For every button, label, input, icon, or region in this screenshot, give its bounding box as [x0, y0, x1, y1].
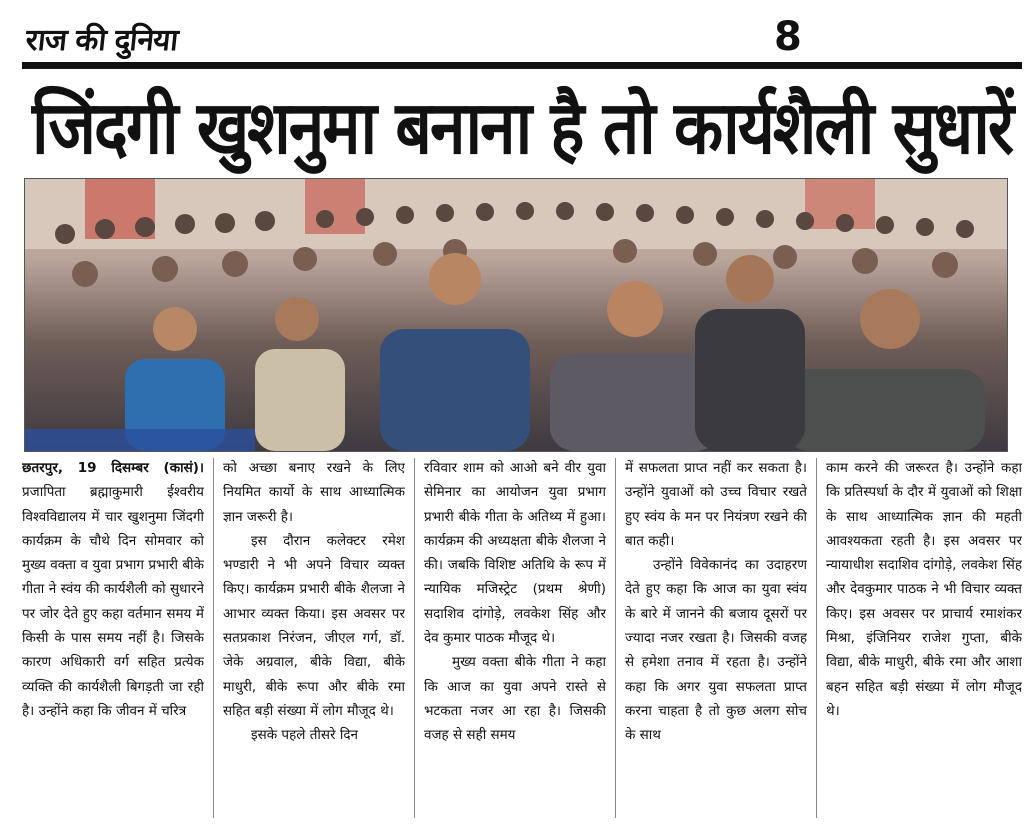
column-4-para-2: उन्होंने विवेकानंद का उदाहरण देते हुए कहा कि आज का युवा स्वंय के बारे में जानने की बजाय दूसरों पर ज्यादा नजर रखता है। जिसकी वजह से हमेशा तनाव में रहता है। उन्होंने कहा कि अगर युवा सफलता प्राप्त करना चाहता है तो कुछ अलग सोच के साथ [625, 557, 807, 744]
column-divider [615, 458, 616, 818]
dateline: छतरपुर, 19 दिसम्बर (कासं)। [22, 460, 204, 476]
article-column-4 [625, 456, 807, 830]
column-2-para-3: इसके पहले तीसरे दिन [251, 727, 358, 744]
article-body [22, 456, 1022, 830]
article-column-3 [424, 456, 606, 830]
column-4-para-1: में सफलता प्राप्त नहीं कर सकता है। उन्होंने युवाओं को उच्च विचार रखते हुए स्वंय के मन पर नियंत्रण रखने की बात कही। [625, 460, 807, 549]
audience-photo-icon [25, 179, 1007, 451]
column-divider [816, 458, 817, 818]
column-1-text: प्रजापिता ब्रह्माकुमारी ईश्वरीय विश्वविद्यालय में चार खुशनुमा जिंदगी कार्यक्रम के चौथे दिन सोमवार को मुख्य वक्ता व युवा प्रभाग प्रभारी बीके गीता ने स्वंय की कार्यशैली को सुधारने पर जोर देते हुए कहा वर्तमान समय में किसी के पास समय नहीं है। जिसके कारण अधिकारी वर्ग सहित प्रत्येक व्यक्ति की कार्यशैली बिगड़ती जा रही है। उन्होंने कहा कि जीवन में चरित्र [22, 484, 204, 719]
headline: जिंदगी खुशनुमा बनाना है तो कार्यशैली सुधारें [31, 85, 1013, 171]
column-2-para-1: को अच्छा बनाए रखने के लिए नियमित कार्यो के साथ आध्यात्मिक ज्ञान जरूरी है। [223, 460, 405, 525]
column-3-para-1: रविवार शाम को आओ बने वीर युवा सेमिनार का आयोजन युवा प्रभाग प्रभारी बीके गीता के अतिथ्य में हुआ। कार्यक्रम की अध्यक्षता बीके शैलजा ने की। जबकि विशिष्ट अतिथि के रूप में न्यायिक मजिस्ट्रेट (प्रथम श्रेणी) सदाशिव दांगोड़े, लवकेश सिंह और देव कुमार पाठक मौजूद थे। [424, 460, 606, 647]
column-divider [213, 458, 214, 818]
column-divider [414, 458, 415, 818]
column-2-para-2: इस दौरान कलेक्टर रमेश भण्डारी ने भी अपने विचार व्यक्त किए। कार्यक्रम प्रभारी बीके शैलजा ने आभार व्यक्त किया। इस अवसर पर सतप्रकाश निरंजन, जीएल गर्ग, डॉ. जेके अग्रवाल, बीके विद्या, बीके माधुरी, बीके रूपा और बीके रमा सहित बड़ी संख्या में लोग मौजूद थे। [223, 532, 405, 719]
article-column-5 [826, 456, 1022, 830]
article-column-1 [22, 456, 204, 830]
paper-name: राज की दुनिया [23, 23, 180, 58]
news-photo [24, 178, 1008, 452]
column-3-para-2: मुख्य वक्ता बीके गीता ने कहा कि आज का युवा अपने रास्ते से भटकता नजर आ रहा है। जिसकी वजह से सही समय [424, 654, 606, 744]
article-column-2 [223, 456, 405, 830]
column-5-text: काम करने की जरूरत है। उन्होंने कहा कि प्रतिस्पर्धा के दौर में युवाओं को शिक्षा के साथ आध्यात्मिक ज्ञान की महती आवश्यकता रहती है। इस अवसर पर न्यायाधीश सदाशिव दांगोड़े, लवकेश सिंह और देवकुमार पाठक ने भी विचार व्यक्त किए। इस अवसर पर प्राचार्य रमाशंकर मिश्रा, इंजिनियर राजेश गुप्ता, बीके विद्या, बीके माधुरी, बीके रमा और आशा बहन सहित बड़ी संख्या में लोग मौजूद थे। [826, 460, 1022, 719]
masthead [22, 12, 1022, 64]
page-number: 8 [774, 14, 802, 60]
